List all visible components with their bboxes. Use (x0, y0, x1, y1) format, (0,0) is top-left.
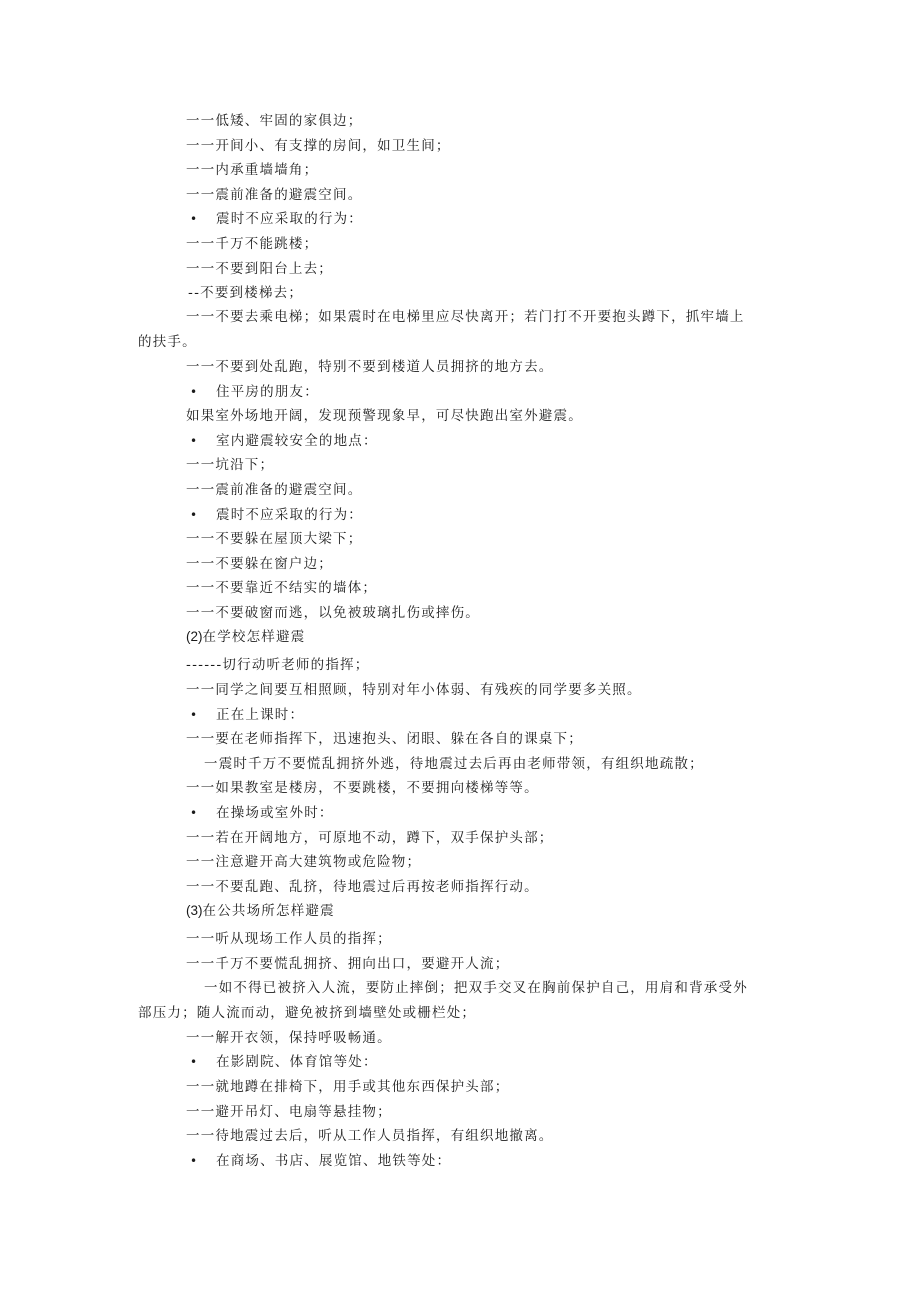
text-line: 一一如果教室是楼房，不要跳楼，不要拥向楼梯等等。 (186, 780, 539, 797)
text-line: 一一开间小、有支撑的房间，如卫生间； (186, 137, 451, 154)
text-line: 一一千万不要慌乱拥挤、拥向出口，要避开人流； (186, 956, 510, 972)
text-line: 一一震前准备的避震空间。 (186, 481, 363, 498)
document-body (138, 112, 778, 1176)
text-line: 一一要在老师指挥下，迅速抱头、闭眼、躲在各自的课桌下； (186, 731, 583, 748)
text-line: 一一不要到处乱跑，特别不要到楼道人员拥挤的地方去。 (186, 358, 554, 375)
section-heading (138, 628, 778, 646)
bullet-icon: • (190, 507, 199, 522)
text-line: 一震时千万不要慌乱拥挤外逃，待地震过去后再由老师带领，有组织地疏散； (204, 755, 704, 772)
text-line: 部压力；随人流而动，避免被挤到墙壁处或栅栏处； (138, 1004, 477, 1021)
text-line: 一一听从现场工作人员的指挥； (186, 931, 392, 948)
bullet-text: 在操场或室外时： (216, 805, 334, 822)
bullet-text: 室内避震较安全的地点： (216, 432, 378, 449)
bullet-item (138, 1152, 778, 1170)
text-line: 一一不要去乘电梯；如果震时在电梯里应尽快离开；若门打不开要抱头蹲下，抓牢墙上 (186, 309, 745, 326)
bullet-text: 在影剧院、体育馆等处： (216, 1054, 378, 1071)
bullet-icon: • (190, 433, 199, 448)
text-line: ------切行动听老师的指挥； (186, 657, 370, 674)
section-number: (3) (186, 903, 203, 919)
text-line: 一一千万不能跳楼； (186, 235, 319, 252)
bullet-icon: • (190, 1153, 199, 1168)
section-number: (2) (186, 629, 203, 645)
text-line: 一一不要躲在窗户边； (186, 555, 333, 572)
text-line: 一一注意避开高大建筑物或危险物； (186, 854, 422, 871)
text-line: 一一不要躲在屋顶大梁下； (186, 531, 363, 548)
bullet-text: 正在上课时： (216, 706, 305, 723)
bullet-item (138, 706, 778, 724)
text-line: 一一不要靠近不结实的墙体； (186, 580, 378, 597)
text-line: 一一震前准备的避震空间。 (186, 186, 363, 203)
bullet-icon: • (190, 806, 199, 821)
text-line: 一一不要到阳台上去； (186, 260, 333, 277)
text-line: 一一避开吊灯、电扇等悬挂物； (186, 1103, 392, 1120)
text-line: 一一坑沿下； (186, 457, 275, 474)
text-line: 一一若在开阔地方，可原地不动，蹲下，双手保护头部； (186, 829, 554, 846)
text-line: 一一就地蹲在排椅下，用手或其他东西保护头部； (186, 1078, 510, 1095)
text-line: 一一不要破窗而逃，以免被玻璃扎伤或摔伤。 (186, 604, 480, 621)
section-title: 在公共场所怎样避震 (202, 903, 335, 920)
text-line: 一一同学之间要互相照顾，特别对年小体弱、有残疾的同学要多关照。 (186, 682, 642, 699)
bullet-text: 在商场、书店、展览馆、地铁等处： (216, 1152, 452, 1169)
bullet-icon: • (190, 707, 199, 722)
text-line: 的扶手。 (138, 334, 197, 351)
text-line: 一如不得已被挤入人流，要防止摔倒；把双手交叉在胸前保护自己，用肩和背承受外 (204, 980, 748, 997)
bullet-item (138, 210, 778, 228)
text-line: 一一待地震过去后，听从工作人员指挥，有组织地撤离。 (186, 1128, 554, 1145)
section-title: 在学校怎样避震 (202, 629, 306, 646)
bullet-icon: • (190, 384, 199, 399)
bullet-icon: • (190, 1055, 199, 1070)
wrapped-paragraph (138, 976, 778, 1025)
text-line: --不要到楼梯去； (188, 285, 304, 302)
wrapped-paragraph (138, 305, 778, 354)
bullet-icon: • (190, 212, 199, 227)
text-line: 如果室外场地开阔，发现预警现象早，可尽快跑出室外避震。 (186, 408, 583, 425)
bullet-item (138, 432, 778, 450)
bullet-item (138, 804, 778, 822)
bullet-text: 震时不应采取的行为： (216, 211, 363, 228)
text-line: 一一不要乱跑、乱挤，待地震过后再按老师指挥行动。 (186, 878, 539, 895)
text-line: 一一低矮、牢固的家俱边； (186, 113, 363, 129)
text-line: 一一内承重墙墙角； (186, 162, 319, 179)
text-line: 一一解开衣领，保持呼吸畅通。 (186, 1029, 392, 1046)
bullet-text: 住平房的朋友： (216, 383, 319, 400)
bullet-item (138, 383, 778, 401)
bullet-item (138, 1053, 778, 1071)
bullet-text: 震时不应采取的行为： (216, 506, 363, 523)
bullet-item (138, 506, 778, 524)
section-heading (138, 902, 778, 920)
